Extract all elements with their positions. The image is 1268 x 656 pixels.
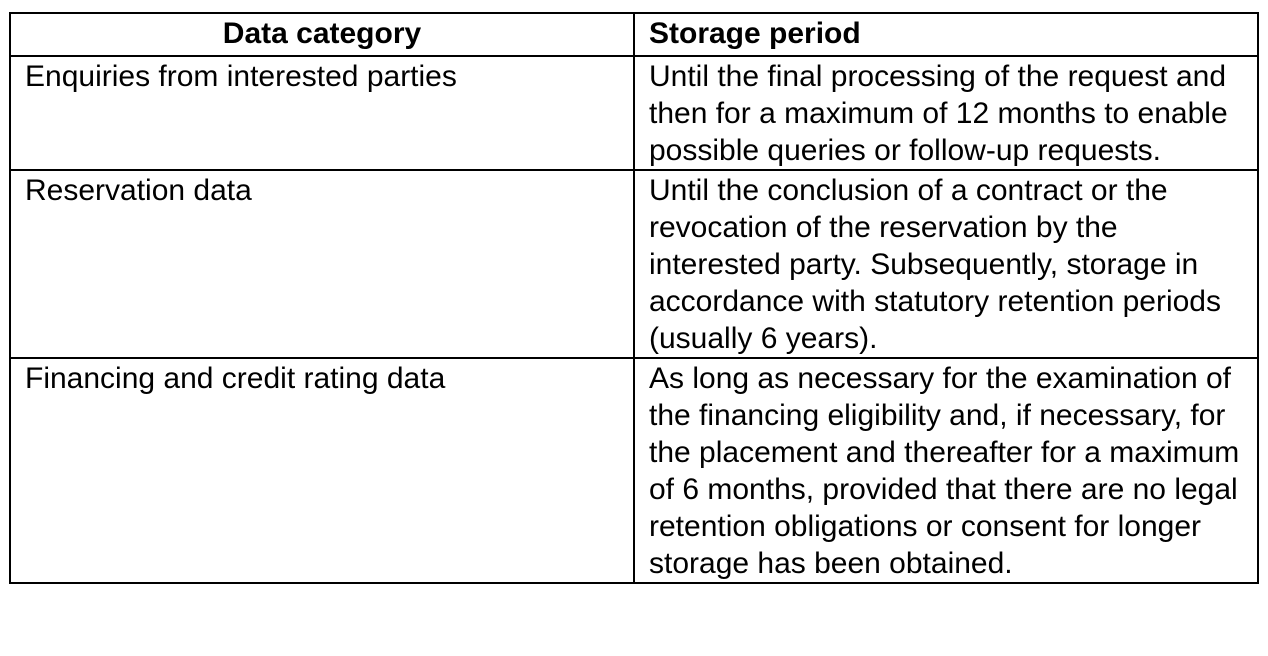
table-header-row <box>10 13 1258 56</box>
cell-data-category: Reservation data <box>10 170 634 358</box>
column-header-data-category: Data category <box>10 13 634 56</box>
cell-data-category: Enquiries from interested parties <box>10 56 634 170</box>
table-row <box>10 56 1258 170</box>
cell-data-category: Financing and credit rating data <box>10 358 634 583</box>
cell-storage-period: As long as necessary for the examination of the financing eligibility and, if necessary, for the placement and thereafter for a maximum of 6 months, provided that there are no legal retention obligations or consent for longer storage has been obtained. <box>634 358 1258 583</box>
table-row <box>10 358 1258 583</box>
cell-storage-period: Until the final processing of the request and then for a maximum of 12 months to enable possible queries or follow-up requests. <box>634 56 1258 170</box>
data-retention-table <box>9 12 1259 584</box>
column-header-storage-period: Storage period <box>634 13 1258 56</box>
table-row <box>10 170 1258 358</box>
cell-storage-period: Until the conclusion of a contract or the revocation of the reservation by the interested party. Subsequently, storage in accordance with statutory retention periods (usually 6 years). <box>634 170 1258 358</box>
